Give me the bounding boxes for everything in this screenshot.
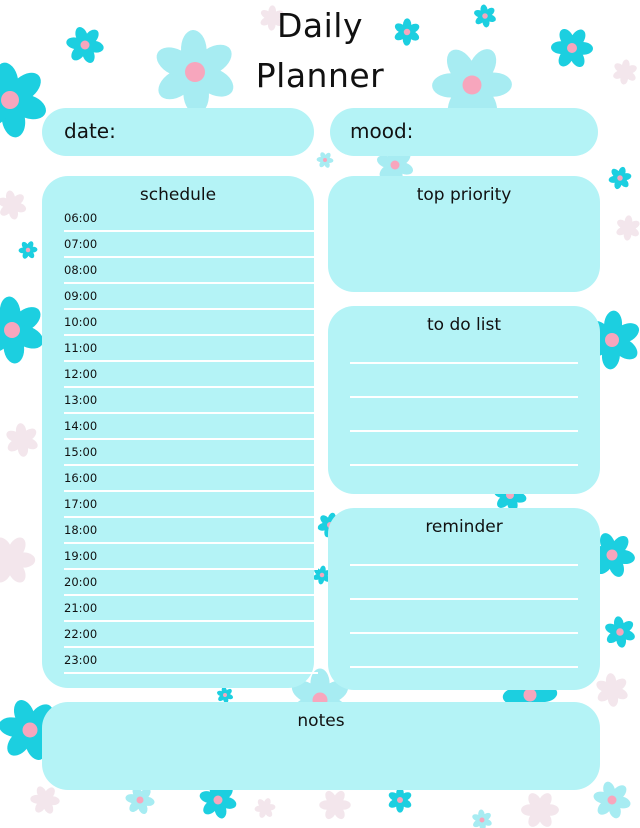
schedule-time: 21:00 <box>64 601 98 615</box>
schedule-time: 15:00 <box>64 445 98 459</box>
reminder-line[interactable] <box>350 666 578 668</box>
schedule-line <box>64 438 318 440</box>
schedule-row[interactable] <box>64 548 318 574</box>
reminder-panel <box>328 508 600 690</box>
daisy-flower <box>251 794 279 822</box>
schedule-line <box>64 334 318 336</box>
schedule-line <box>64 490 318 492</box>
daisy-flower <box>514 784 566 828</box>
daisy-flower <box>467 805 497 828</box>
daisy-flower <box>0 525 45 594</box>
notes-panel[interactable] <box>42 702 600 790</box>
schedule-row[interactable] <box>64 626 318 652</box>
schedule-time: 09:00 <box>64 289 98 303</box>
schedule-line <box>64 282 318 284</box>
schedule-row[interactable] <box>64 418 318 444</box>
notes-heading: notes <box>297 711 345 731</box>
schedule-time: 11:00 <box>64 341 98 355</box>
schedule-line <box>64 308 318 310</box>
schedule-time: 19:00 <box>64 549 98 563</box>
daisy-flower <box>605 163 635 192</box>
schedule-panel <box>42 176 314 688</box>
reminder-line[interactable] <box>350 564 578 566</box>
schedule-time: 16:00 <box>64 471 98 485</box>
schedule-line <box>64 412 318 414</box>
schedule-line <box>64 620 318 622</box>
schedule-line <box>64 672 318 674</box>
schedule-row[interactable] <box>64 366 318 392</box>
schedule-line <box>64 646 318 648</box>
schedule-line <box>64 386 318 388</box>
date-label: date: <box>64 119 116 143</box>
schedule-row[interactable] <box>64 470 318 496</box>
schedule-line <box>64 256 318 258</box>
daisy-flower <box>387 787 413 812</box>
schedule-line <box>64 594 318 596</box>
todo-heading: to do list <box>426 315 502 335</box>
schedule-line <box>64 568 318 570</box>
schedule-time: 20:00 <box>64 575 98 589</box>
schedule-time: 06:00 <box>64 211 98 225</box>
schedule-time: 07:00 <box>64 237 98 251</box>
schedule-row[interactable] <box>64 444 318 470</box>
top-priority-panel[interactable] <box>328 176 600 292</box>
schedule-line <box>64 542 318 544</box>
mood-label: mood: <box>350 119 414 143</box>
schedule-row[interactable] <box>64 236 318 262</box>
reminder-line[interactable] <box>350 598 578 600</box>
schedule-row[interactable] <box>64 652 318 678</box>
reminder-line[interactable] <box>350 632 578 634</box>
daisy-flower <box>598 610 640 655</box>
schedule-time: 23:00 <box>64 653 98 667</box>
title-planner: Planner <box>255 56 385 95</box>
schedule-time: 08:00 <box>64 263 98 277</box>
schedule-row[interactable] <box>64 288 318 314</box>
schedule-time: 17:00 <box>64 497 98 511</box>
schedule-row[interactable] <box>64 392 318 418</box>
schedule-row[interactable] <box>64 210 318 236</box>
top-priority-heading: top priority <box>416 185 512 205</box>
schedule-line <box>64 464 318 466</box>
schedule-row[interactable] <box>64 496 318 522</box>
schedule-line <box>64 230 318 232</box>
daisy-flower <box>0 184 33 226</box>
todo-line[interactable] <box>350 464 578 466</box>
daisy-flower <box>0 416 46 463</box>
schedule-row[interactable] <box>64 340 318 366</box>
schedule-row[interactable] <box>64 522 318 548</box>
schedule-time: 12:00 <box>64 367 98 381</box>
schedule-row[interactable] <box>64 262 318 288</box>
date-field[interactable] <box>42 108 314 156</box>
daisy-flower <box>15 237 41 262</box>
daisy-flower <box>614 215 640 242</box>
reminder-heading: reminder <box>425 517 503 537</box>
schedule-heading: schedule <box>139 185 217 205</box>
schedule-line <box>64 360 318 362</box>
schedule-time: 10:00 <box>64 315 98 329</box>
schedule-time: 13:00 <box>64 393 98 407</box>
schedule-line <box>64 516 318 518</box>
todo-line[interactable] <box>350 396 578 398</box>
schedule-time: 14:00 <box>64 419 98 433</box>
schedule-row[interactable] <box>64 574 318 600</box>
title-daily: Daily <box>277 6 363 45</box>
schedule-row[interactable] <box>64 314 318 340</box>
schedule-row[interactable] <box>64 600 318 626</box>
schedule-time: 22:00 <box>64 627 98 641</box>
mood-field[interactable] <box>330 108 598 156</box>
todo-line[interactable] <box>350 430 578 432</box>
todo-panel <box>328 306 600 494</box>
schedule-time: 18:00 <box>64 523 98 537</box>
daisy-flower <box>313 148 337 172</box>
todo-line[interactable] <box>350 362 578 364</box>
